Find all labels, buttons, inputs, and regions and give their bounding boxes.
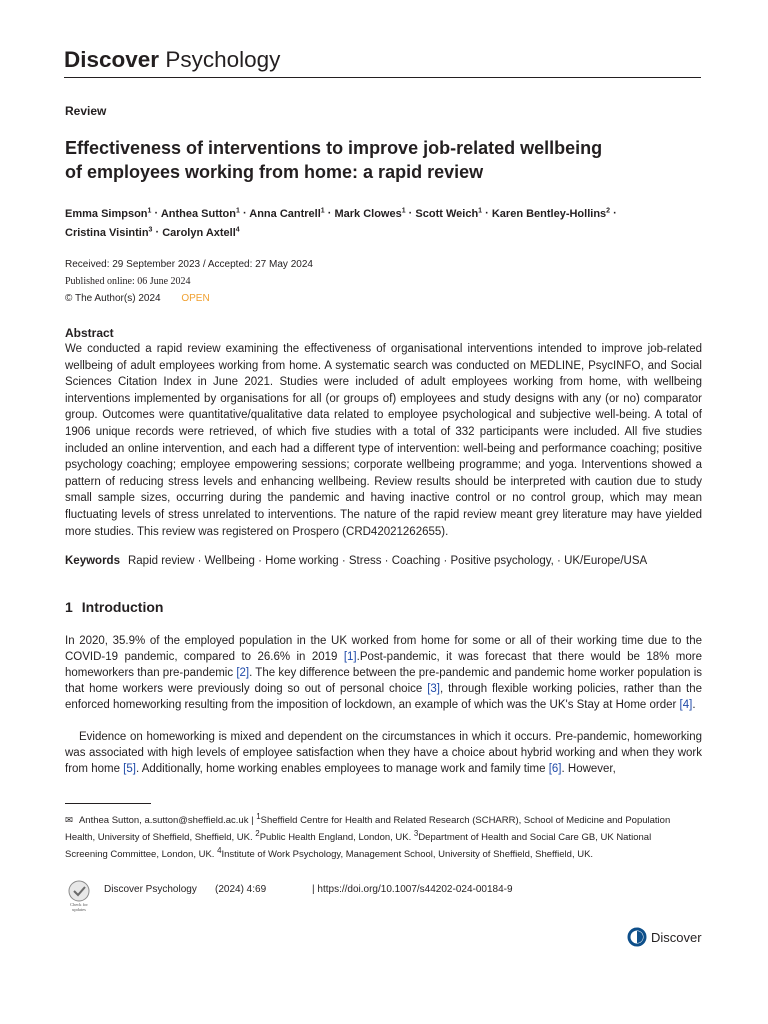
published-date: Published online: 06 June 2024 xyxy=(65,276,191,287)
footer-doi[interactable]: | https://doi.org/10.1007/s44202-024-00184-9 xyxy=(312,884,513,895)
title-line: Effectiveness of interventions to improve job-related wellbeing xyxy=(65,138,603,158)
author[interactable]: Emma Simpson$^1$ xyxy=(65,207,152,220)
author[interactable]: Scott Weich$^1$ xyxy=(415,207,483,220)
footnote: ✉ Anthea Sutton, a.sutton@sheffield.ac.uk | $^1$Sheffield Centre for Health and Related Research (SCHARR), School of Medicine and Population Health, University of Sheffield, Sheffield, UK. $^2$Public Health England, London, UK. $^3$Department of Health and Social Care GB, UK National Screening Committee, London, UK. $^4$Institute of Work Psychology, Management School, University of Sheffield, Sheffield, UK. xyxy=(65,812,671,861)
footer-volume: (2024) 4:69 xyxy=(215,884,267,895)
title-line: of employees working from home: a rapid review xyxy=(65,162,484,182)
article-title xyxy=(65,136,675,184)
journal-name-rest: Psychology xyxy=(165,47,281,72)
envelope-icon: ✉ xyxy=(65,815,73,827)
open-access-badge: OPEN xyxy=(181,293,210,304)
journal-name-bold: Discover xyxy=(64,47,160,72)
keywords-text: Rapid review · Wellbeing · Home working · Stress · Coaching · Positive psychology, · UK/Europe/USA xyxy=(127,555,648,567)
copyright-text: © The Author(s) 2024 xyxy=(65,293,161,304)
author[interactable]: Carolyn Axtell$^4$ xyxy=(162,226,240,239)
citation-link[interactable]: [5] xyxy=(123,763,136,776)
citation-link[interactable]: [2] xyxy=(236,667,250,680)
author[interactable]: Anna Cantrell$^1$ xyxy=(249,207,325,220)
discover-logo-icon xyxy=(627,927,647,947)
copyright-line xyxy=(65,290,313,307)
author[interactable]: Mark Clowes$^1$ xyxy=(334,207,406,220)
author[interactable]: Anthea Sutton$^1$ xyxy=(160,207,240,220)
abstract-heading: Abstract xyxy=(65,326,114,340)
badge-text: Check for updates xyxy=(70,902,88,912)
keywords xyxy=(65,553,647,569)
intro-paragraph-1: In 2020, 35.9% of the employed population in the UK worked from home for some or all of their working time due to the COVID-19 pandemic, compared to 26.6% in 2019 [1].Post-pandemic, it was forecast that there would be 18% more homeworkers than pre-pandemic [2]. The key difference between the pre-pandemic and pandemic home worker population is that home workers were previously doing so out of personal choice [3], through flexible working policies, rather than the enforced homeworking resulting from the imposition of lockdown, an example of which was the UK's Stay at Home order [4]. xyxy=(65,635,702,712)
author[interactable]: Karen Bentley-Hollins$^2$ xyxy=(491,207,611,220)
citation-link[interactable]: [3] xyxy=(427,683,440,696)
author-list: Emma Simpson$^1$ · Anthea Sutton$^1$ · Anna Cantrell$^1$ · Mark Clowes$^1$ · Scott Weich$^1$ · Karen Bentley-Hollins$^2$ · Cristina Visintin$^3$ · Carolyn Axtell$^4$ xyxy=(65,207,617,239)
contact-email[interactable]: Anthea Sutton, a.sutton@sheffield.ac.uk xyxy=(78,815,249,827)
header-rule xyxy=(64,77,701,78)
received-date: Received: 29 September 2023 / Accepted: 27 May 2024 xyxy=(65,259,313,270)
article-type: Review xyxy=(65,104,107,118)
keywords-label: Keywords xyxy=(65,555,120,567)
check-for-updates-badge[interactable] xyxy=(65,880,93,912)
citation-link[interactable]: [4] xyxy=(679,699,693,712)
footer-journal: Discover Psychology xyxy=(104,884,197,895)
discover-logo-text: Discover xyxy=(651,929,702,945)
citation-link[interactable]: [1] xyxy=(343,651,357,664)
citation-link[interactable]: [6] xyxy=(548,763,562,776)
section-title: Introduction xyxy=(81,599,164,615)
section-number: 1 xyxy=(65,599,73,615)
publication-dates xyxy=(65,256,313,307)
intro-paragraph-2: Evidence on homeworking is mixed and dependent on the circumstances in which it occurs. Pre-pandemic, homeworking was associated with high levels of employee satisfaction when they have a choice about hybrid working and when they work from home [5]. Additionally, home working enables employees to manage work and family time [6]. However, xyxy=(65,731,702,776)
section-heading xyxy=(65,599,163,615)
discover-logo xyxy=(627,927,702,947)
journal-name xyxy=(64,46,280,74)
abstract-text: We conducted a rapid review examining the effectiveness of organisational interventions intended to improve job-related wellbeing of adult employees working from home. A systematic search was conducted on MEDLINE, PsycINFO, and Social Sciences Citation Index in June 2021. Studies were included of adult employees working from home, with wellbeing interventions implemented by organisations for all (or groups of) employees and study designs with any (or no) comparator group. Outcomes were quantitative/qualitative data related to employee psychological and subjective well-being. A total of 1906 unique records were retrieved, of which five studies with a total of 332 participants were included. All five studies included an online intervention, and each had a different type of intervention: well-being and performance coaching; positive psychology coaching; employee empowering sessions; corporate wellbeing programme; and yoga. Interventions showed a pattern of reducing stress levels and enhancing wellbeing. Review results should be interpreted with caution due to study small sample sizes, occurring during the pandemic and having inactive control or no control group, which may mean fluctuating levels of stress unrelated to interventions. The nature of the rapid review meant grey literature may have yielded more studies. This review was registered on Prospero (CRD42021262655). xyxy=(65,343,702,538)
author[interactable]: Cristina Visintin$^3$ xyxy=(65,226,153,239)
footnote-rule xyxy=(65,803,151,804)
